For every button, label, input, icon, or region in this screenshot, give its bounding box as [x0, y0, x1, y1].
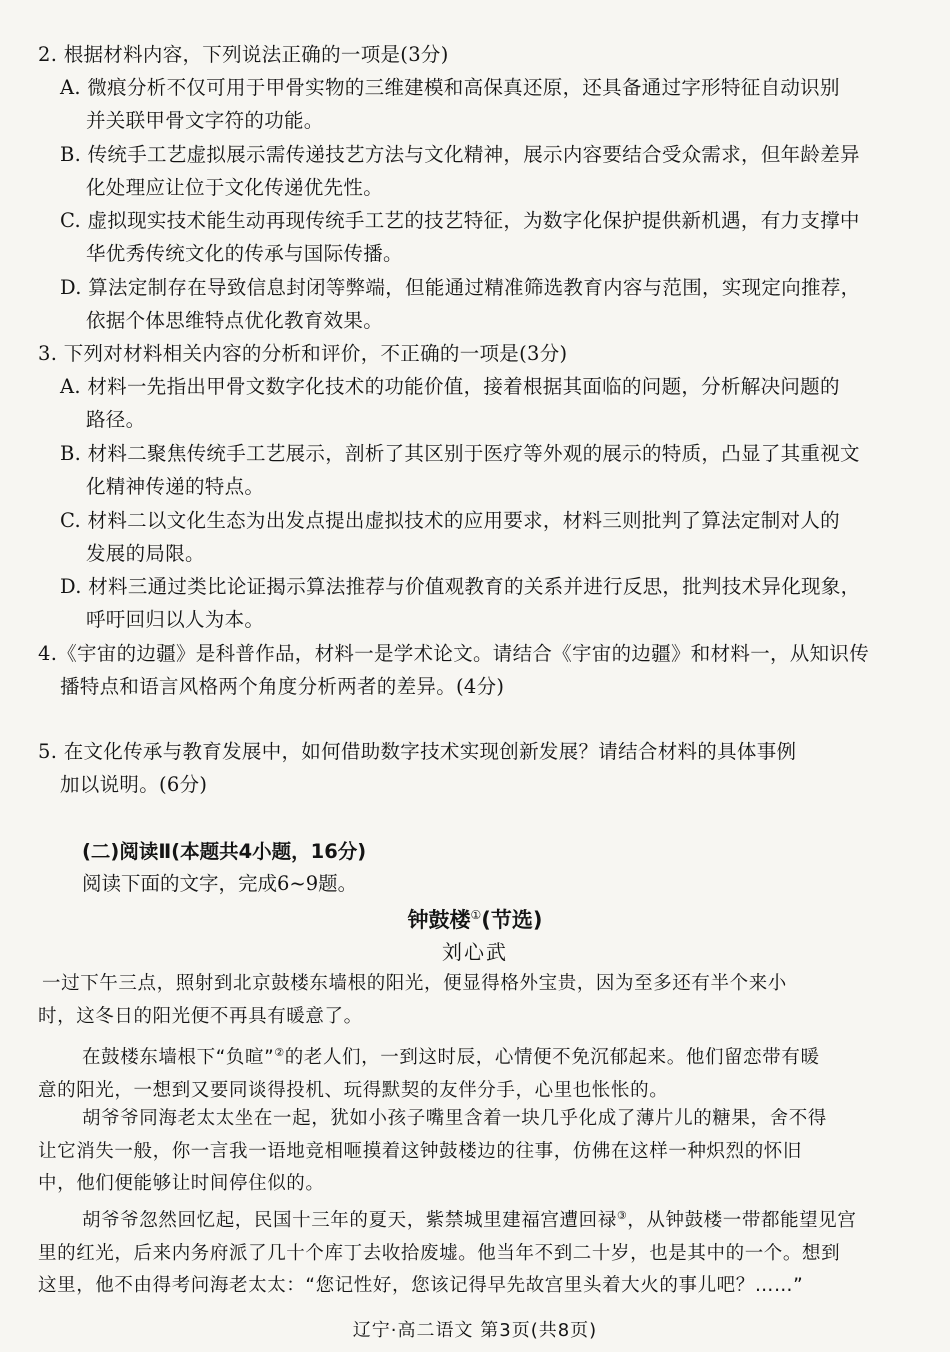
article-author: 刘心武 — [442, 940, 508, 964]
option-line: A. 微痕分析不仅可用于甲骨实物的三维建模和高保真还原，还具备通过字形特征自动识别 — [60, 76, 840, 99]
question-2-text: 2. 根据材料内容，下列说法正确的一项是(3分) — [38, 43, 449, 66]
footnote-marker: ③ — [616, 1209, 628, 1222]
option-line: 路径。 — [86, 408, 146, 431]
article-paragraph-3 — [38, 1103, 910, 1201]
paragraph-line: 这里，他不由得考问海老太太：“您记性好，您该记得早先故宫里头着大火的事儿吧？……” — [38, 1275, 804, 1297]
question-3-option-b — [60, 437, 910, 503]
option-line: 并关联甲骨文字符的功能。 — [86, 109, 324, 132]
option-line: D. 算法定制存在导致信息封闭等弊端，但能通过精准筛选教育内容与范围，实现定向推荐， — [60, 276, 861, 299]
paragraph-text: 在鼓楼东墙根下“负暄” — [82, 1047, 275, 1069]
paragraph-line: 一过下午三点，照射到北京鼓楼东墙根的阳光，便显得格外宝贵，因为至多还有半个来小 — [42, 973, 787, 994]
paragraph-line: 中，他们便能够让时间停住似的。 — [38, 1173, 325, 1194]
question-2-option-b — [60, 138, 910, 204]
article-paragraph-2 — [38, 1037, 910, 1107]
question-3-stem — [38, 337, 910, 370]
question-4 — [38, 637, 910, 703]
question-3-option-d — [60, 570, 910, 636]
option-line: C. 虚拟现实技术能生动再现传统手工艺的技艺特征，为数字化保护提供新机遇，有力支撑中 — [60, 209, 860, 232]
question-line: 播特点和语言风格两个角度分析两者的差异。(4分) — [60, 675, 505, 698]
paragraph-line: 让它消失一般，你一言我一语地竞相咂摸着这钟鼓楼边的往事，仿佛在这样一种炽烈的怀旧 — [38, 1140, 803, 1162]
option-line: A. 材料一先指出甲骨文数字化技术的功能价值，接着根据其面临的问题，分析解决问题的 — [60, 375, 840, 398]
paragraph-line: 时，这冬日的阳光便不再具有暖意了。 — [38, 1005, 363, 1027]
question-2-option-d — [60, 271, 910, 337]
option-line: 呼吁回归以人为本。 — [86, 608, 265, 631]
paragraph-line: 胡爷爷同海老太太坐在一起，犹如小孩子嘴里含着一块几乎化成了薄片儿的糖果，舍不得 — [82, 1108, 827, 1129]
option-line: 化精神传递的特点。 — [86, 475, 265, 498]
option-line: 化处理应让位于文化传递优先性。 — [86, 176, 384, 199]
option-line: 依据个体思维特点优化教育效果。 — [86, 309, 384, 332]
question-line: 5. 在文化传承与教育发展中，如何借助数字技术实现创新发展？请结合材料的具体事例 — [38, 740, 797, 763]
question-line: 4.《宇宙的边疆》是科普作品，材料一是学术论文。请结合《宇宙的边疆》和材料一，从知识传 — [38, 642, 870, 665]
paragraph-text: 的老人们，一到这时辰，心情便不免沉郁起来。他们留恋带有暖 — [284, 1047, 820, 1069]
paragraph-line — [38, 1200, 910, 1238]
paragraph-line: 意的阳光，一想到又要同谈得投机、玩得默契的友伴分手，心里也怅怅的。 — [38, 1079, 669, 1101]
question-3-option-c — [60, 504, 910, 570]
article-title-text: 钟鼓楼 — [407, 908, 471, 932]
paragraph-text: 胡爷爷忽然回忆起，民国十三年的夏天，紫禁城里建福宫遭回禄 — [82, 1210, 617, 1232]
question-2-option-a — [60, 71, 910, 137]
question-3-option-a — [60, 370, 910, 436]
question-5 — [38, 735, 910, 801]
option-line: 发展的局限。 — [86, 542, 205, 565]
article-title-suffix: (节选) — [481, 908, 543, 932]
section-heading: (二)阅读Ⅱ(本题共4小题，16分) — [82, 840, 367, 863]
section-instruction: 阅读下面的文字，完成6~9题。 — [82, 872, 358, 895]
question-2-stem — [38, 38, 910, 71]
footnote-marker: ① — [470, 908, 482, 922]
paragraph-line — [38, 1037, 910, 1075]
question-3-text: 3. 下列对材料相关内容的分析和评价，不正确的一项是(3分) — [38, 342, 568, 365]
option-line: D. 材料三通过类比论证揭示算法推荐与价值观教育的关系并进行反思，批判技术异化现象， — [60, 575, 861, 598]
paragraph-line: 里的红光，后来内务府派了几十个库丁去收拾废墟。他当年不到二十岁，也是其中的一个。想到 — [38, 1242, 841, 1264]
option-line: B. 传统手工艺虚拟展示需传递技艺方法与文化精神，展示内容要结合受众需求，但年龄差异 — [60, 143, 860, 166]
option-line: B. 材料二聚焦传统手工艺展示，剖析了其区别于医疗等外观的展示的特质，凸显了其重视文 — [60, 442, 860, 465]
article-paragraph-1 — [38, 968, 910, 1033]
paragraph-text: ，从钟鼓楼一带都能望见宫 — [627, 1210, 857, 1232]
question-line: 加以说明。(6分) — [60, 773, 208, 796]
article-title — [0, 904, 950, 934]
option-line: 华优秀传统文化的传承与国际传播。 — [86, 242, 403, 265]
article-paragraph-4 — [38, 1200, 910, 1303]
footnote-marker: ② — [274, 1046, 285, 1059]
option-line: C. 材料二以文化生态为出发点提出虚拟技术的应用要求，材料三则批判了算法定制对人的 — [60, 509, 840, 532]
question-2-option-c — [60, 204, 910, 270]
page-footer: 辽宁·高二语文 第3页(共8页) — [352, 1320, 598, 1341]
